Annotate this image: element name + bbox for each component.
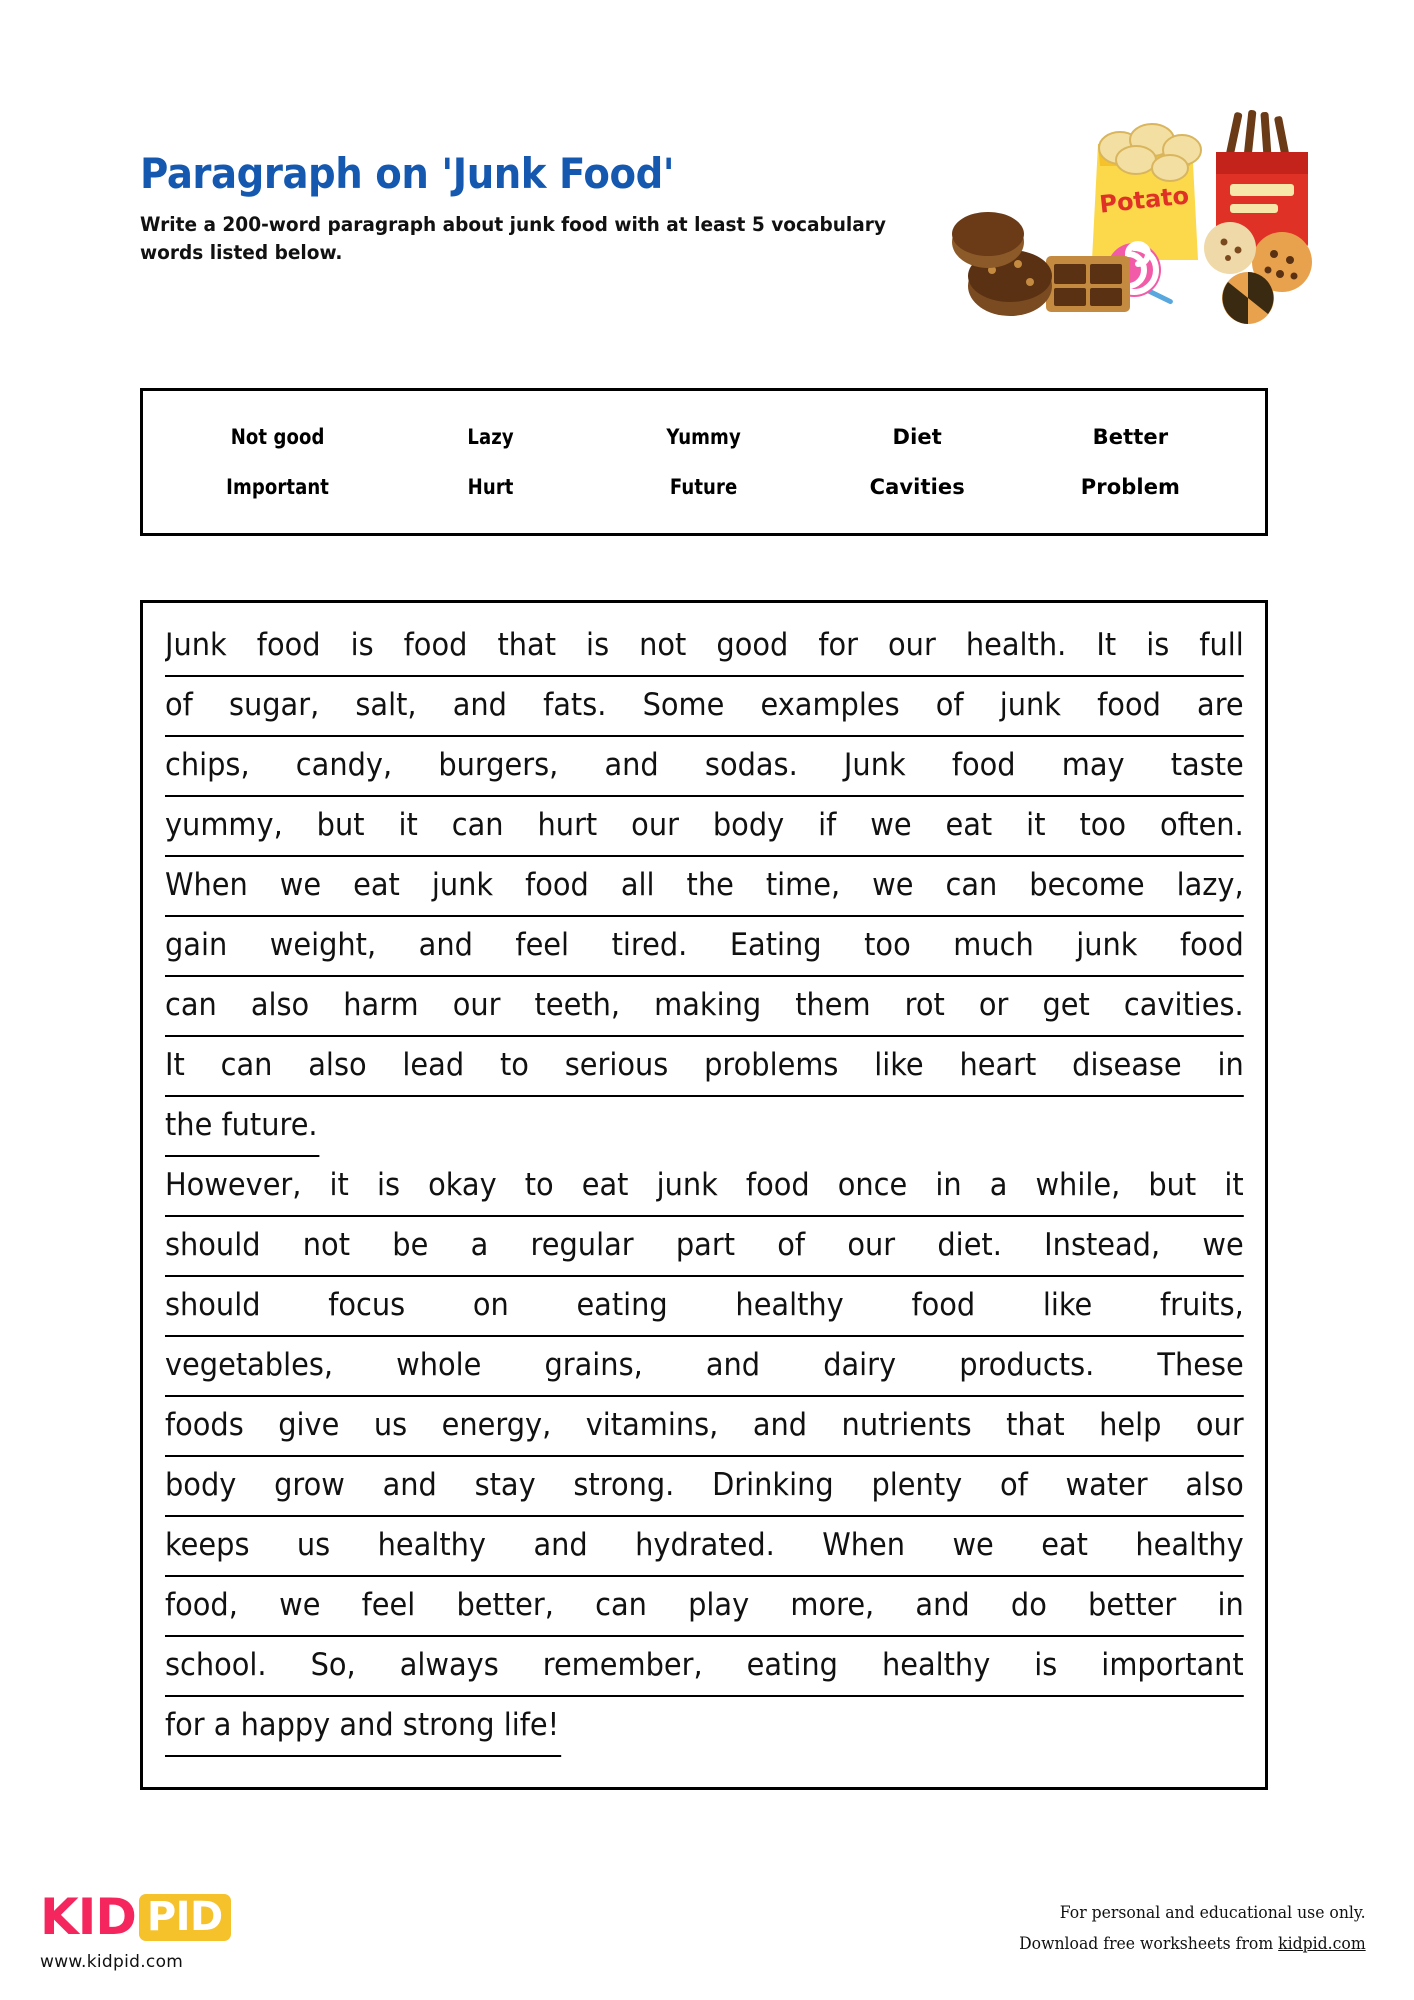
answer-paragraph bbox=[165, 617, 1244, 1757]
answer-word: it bbox=[398, 807, 418, 843]
answer-word: So, bbox=[310, 1647, 356, 1683]
vocab-word-important: Important bbox=[226, 475, 330, 499]
answer-word: if bbox=[818, 807, 837, 843]
vocab-word-future: Future bbox=[670, 475, 738, 499]
answer-word: better bbox=[1088, 1587, 1177, 1623]
answer-word: always bbox=[399, 1647, 499, 1683]
answer-word: we bbox=[1202, 1227, 1244, 1263]
answer-word: our bbox=[888, 627, 936, 663]
answer-line bbox=[165, 977, 1244, 1037]
answer-word: heart bbox=[959, 1047, 1037, 1083]
answer-line-wrap bbox=[165, 1097, 1244, 1157]
answer-word: lead bbox=[402, 1047, 465, 1083]
answer-word: can bbox=[451, 807, 504, 843]
answer-word: do bbox=[1010, 1587, 1047, 1623]
potato-chips-bag-icon bbox=[1092, 124, 1201, 260]
answer-word: health. bbox=[965, 627, 1067, 663]
answer-word: and bbox=[533, 1527, 588, 1563]
answer-word: healthy bbox=[881, 1647, 991, 1683]
answer-word: food, bbox=[165, 1587, 238, 1623]
kidpid-link[interactable]: kidpid.com bbox=[1278, 1934, 1366, 1955]
answer-word: and bbox=[705, 1347, 761, 1383]
answer-word: too bbox=[864, 927, 911, 963]
answer-word: body bbox=[165, 1467, 237, 1503]
footer bbox=[0, 1880, 1414, 2000]
answer-word: we bbox=[952, 1527, 994, 1563]
answer-word: gain bbox=[165, 927, 228, 963]
answer-line-wrap bbox=[165, 1697, 1244, 1757]
answer-word: us bbox=[373, 1407, 408, 1443]
answer-word: tired. bbox=[611, 927, 688, 963]
answer-word: can bbox=[945, 867, 998, 903]
answer-word: food bbox=[911, 1287, 976, 1323]
answer-word: disease bbox=[1072, 1047, 1182, 1083]
answer-word: serious bbox=[564, 1047, 669, 1083]
answer-word: more, bbox=[790, 1587, 875, 1623]
answer-word: eating bbox=[576, 1287, 668, 1323]
answer-word: not bbox=[639, 627, 687, 663]
answer-word: chips, bbox=[165, 747, 250, 783]
answer-word: a bbox=[470, 1227, 489, 1263]
answer-word: eat bbox=[353, 867, 400, 903]
answer-word: candy, bbox=[295, 747, 393, 783]
vocab-word-better: Better bbox=[1092, 425, 1169, 449]
logo-mark bbox=[40, 1890, 231, 1944]
answer-word: eat bbox=[1041, 1527, 1088, 1563]
answer-word: rot bbox=[904, 987, 945, 1023]
answer-word: taste bbox=[1170, 747, 1244, 783]
answer-word: we bbox=[279, 1587, 321, 1623]
answer-word: Junk bbox=[165, 627, 227, 663]
answer-word: whole bbox=[396, 1347, 482, 1383]
answer-word: hurt bbox=[537, 807, 598, 843]
answer-word: it bbox=[329, 1167, 349, 1203]
answer-word: it bbox=[1224, 1167, 1244, 1203]
answer-word: become bbox=[1029, 867, 1145, 903]
answer-word: may bbox=[1061, 747, 1125, 783]
answer-word: hydrated. bbox=[635, 1527, 775, 1563]
answer-word: also bbox=[1185, 1467, 1244, 1503]
answer-word: food bbox=[525, 867, 589, 903]
answer-word: of bbox=[777, 1227, 806, 1263]
answer-word: strong. bbox=[573, 1467, 675, 1503]
answer-word: of bbox=[935, 687, 964, 723]
answer-line bbox=[165, 617, 1244, 677]
answer-word: all bbox=[620, 867, 655, 903]
answer-word: should bbox=[165, 1227, 261, 1263]
answer-line bbox=[165, 1517, 1244, 1577]
answer-word: and bbox=[418, 927, 473, 963]
answer-word: and bbox=[382, 1467, 437, 1503]
answer-line bbox=[165, 1217, 1244, 1277]
answer-word: often. bbox=[1159, 807, 1244, 843]
answer-word: healthy bbox=[1135, 1527, 1244, 1563]
answer-word: are bbox=[1197, 687, 1244, 723]
answer-word: the bbox=[686, 867, 734, 903]
footer-notes bbox=[1019, 1898, 1366, 1961]
answer-word: our bbox=[847, 1227, 896, 1263]
answer-word: focus bbox=[328, 1287, 406, 1323]
answer-word: too bbox=[1079, 807, 1127, 843]
answer-word: food bbox=[1097, 687, 1161, 723]
answer-word: on bbox=[472, 1287, 509, 1323]
answer-word: dairy bbox=[823, 1347, 897, 1383]
answer-word: in bbox=[1217, 1587, 1244, 1623]
answer-line: for a happy and strong life! bbox=[165, 1697, 561, 1757]
answer-word: remember, bbox=[542, 1647, 703, 1683]
answer-word: nutrients bbox=[841, 1407, 972, 1443]
answer-word: Eating bbox=[729, 927, 822, 963]
svg-text:Potato: Potato bbox=[1098, 181, 1191, 219]
answer-word: making bbox=[654, 987, 762, 1023]
answer-word: When bbox=[165, 867, 248, 903]
answer-word: and bbox=[452, 687, 507, 723]
answer-word: important bbox=[1101, 1647, 1244, 1683]
answer-word: energy, bbox=[441, 1407, 552, 1443]
answer-word: school. bbox=[165, 1647, 267, 1683]
answer-word: in bbox=[935, 1167, 962, 1203]
answer-word: Drinking bbox=[712, 1467, 834, 1503]
answer-word: our bbox=[631, 807, 679, 843]
answer-word: teeth, bbox=[534, 987, 621, 1023]
answer-line bbox=[165, 1337, 1244, 1397]
answer-word: healthy bbox=[735, 1287, 844, 1323]
answer-word: grains, bbox=[544, 1347, 643, 1383]
answer-word: them bbox=[795, 987, 871, 1023]
answer-word: should bbox=[165, 1287, 261, 1323]
footer-note-line-1: For personal and educational use only. bbox=[1060, 1903, 1366, 1923]
answer-word: it bbox=[1026, 807, 1046, 843]
answer-word: our bbox=[1195, 1407, 1244, 1443]
vocab-word-yummy: Yummy bbox=[666, 425, 742, 449]
footer-note-line-2 bbox=[1019, 1929, 1366, 1960]
answer-word: and bbox=[915, 1587, 970, 1623]
answer-word: products. bbox=[959, 1347, 1095, 1383]
answer-word: weight, bbox=[269, 927, 377, 963]
answer-word: food bbox=[403, 627, 468, 663]
answer-word: and bbox=[604, 747, 659, 783]
vocabulary-row-1 bbox=[143, 425, 1265, 449]
junk-food-illustration bbox=[930, 110, 1350, 325]
answer-word: to bbox=[499, 1047, 529, 1083]
answer-word: give bbox=[278, 1407, 340, 1443]
answer-line bbox=[165, 1037, 1244, 1097]
answer-word: yummy, bbox=[165, 807, 283, 843]
answer-word: get bbox=[1042, 987, 1090, 1023]
vocab-word-problem: Problem bbox=[1080, 475, 1181, 499]
answer-word: while, bbox=[1035, 1167, 1121, 1203]
answer-word: eat bbox=[945, 807, 993, 843]
logo-kid-text: KID bbox=[40, 1888, 136, 1946]
answer-word: we bbox=[872, 867, 914, 903]
answer-word: our bbox=[452, 987, 501, 1023]
answer-word: problems bbox=[704, 1047, 839, 1083]
answer-word: or bbox=[978, 987, 1009, 1023]
answer-word: eat bbox=[581, 1167, 629, 1203]
vocab-word-diet: Diet bbox=[892, 425, 942, 449]
footer-note-prefix: Download free worksheets from bbox=[1019, 1934, 1279, 1955]
answer-line bbox=[165, 1577, 1244, 1637]
answer-word: not bbox=[302, 1227, 351, 1263]
answer-word: burgers, bbox=[438, 747, 559, 783]
answer-line bbox=[165, 797, 1244, 857]
answer-word: also bbox=[250, 987, 310, 1023]
answer-word: examples bbox=[760, 687, 900, 723]
answer-word: However, bbox=[165, 1167, 302, 1203]
vocab-word-lazy: Lazy bbox=[467, 425, 514, 449]
answer-word: food bbox=[745, 1167, 810, 1203]
cupcake-icon bbox=[952, 212, 1024, 268]
vocab-word-not-good: Not good bbox=[230, 425, 325, 449]
answer-word: It bbox=[1096, 627, 1117, 663]
answer-word: sugar, bbox=[228, 687, 320, 723]
answer-word: feel bbox=[515, 927, 570, 963]
vocabulary-box bbox=[140, 388, 1268, 536]
answer-word: It bbox=[165, 1047, 185, 1083]
answer-word: Junk bbox=[843, 747, 906, 783]
answer-line bbox=[165, 1157, 1244, 1217]
answer-word: we bbox=[870, 807, 912, 843]
answer-word: for bbox=[818, 627, 858, 663]
answer-word: junk bbox=[656, 1167, 718, 1203]
answer-word: time, bbox=[765, 867, 841, 903]
logo-pid-text: PID bbox=[146, 1893, 223, 1940]
answer-word: better, bbox=[456, 1587, 554, 1623]
answer-word: grow bbox=[274, 1467, 345, 1503]
answer-word: can bbox=[595, 1587, 647, 1623]
answer-word: is bbox=[1146, 627, 1170, 663]
answer-word: good bbox=[716, 627, 789, 663]
answer-word: much bbox=[953, 927, 1034, 963]
answer-word: food bbox=[256, 627, 321, 663]
answer-line: the future. bbox=[165, 1097, 319, 1157]
answer-word: in bbox=[1217, 1047, 1244, 1083]
answer-word: of bbox=[999, 1467, 1028, 1503]
answer-word: we bbox=[279, 867, 322, 903]
page-title: Paragraph on 'Junk Food' bbox=[140, 149, 675, 198]
answer-word: eating bbox=[746, 1647, 838, 1683]
answer-word: part bbox=[675, 1227, 736, 1263]
dark-cookie-icon bbox=[1222, 272, 1274, 324]
answer-word: water bbox=[1065, 1467, 1148, 1503]
answer-word: is bbox=[376, 1167, 400, 1203]
chocolate-bar-icon bbox=[1046, 256, 1130, 312]
answer-word: fats. bbox=[543, 687, 607, 723]
vocab-word-hurt: Hurt bbox=[467, 475, 514, 499]
answer-word: be bbox=[392, 1227, 429, 1263]
answer-word: also bbox=[308, 1047, 367, 1083]
answer-word: of bbox=[165, 687, 193, 723]
answer-word: These bbox=[1157, 1347, 1244, 1383]
answer-word: Instead, bbox=[1044, 1227, 1161, 1263]
vocabulary-row-2 bbox=[143, 475, 1265, 499]
answer-line bbox=[165, 1397, 1244, 1457]
answer-word: us bbox=[296, 1527, 331, 1563]
answer-word: like bbox=[874, 1047, 924, 1083]
answer-word: Some bbox=[642, 687, 725, 723]
answer-word: regular bbox=[530, 1227, 634, 1263]
answer-word: feel bbox=[361, 1587, 416, 1623]
answer-word: is bbox=[586, 627, 610, 663]
answer-word: vegetables, bbox=[165, 1347, 334, 1383]
answer-line bbox=[165, 677, 1244, 737]
answer-word: salt, bbox=[355, 687, 417, 723]
answer-line bbox=[165, 857, 1244, 917]
answer-word: fruits, bbox=[1159, 1287, 1244, 1323]
answer-box[interactable] bbox=[140, 600, 1268, 1790]
answer-word: junk bbox=[431, 867, 494, 903]
answer-word: harm bbox=[343, 987, 419, 1023]
answer-word: food bbox=[1180, 927, 1244, 963]
answer-word: to bbox=[524, 1167, 554, 1203]
answer-word: diet. bbox=[937, 1227, 1002, 1263]
answer-word: and bbox=[752, 1407, 808, 1443]
answer-word: sodas. bbox=[704, 747, 798, 783]
answer-word: once bbox=[837, 1167, 908, 1203]
kidpid-logo bbox=[40, 1890, 231, 1972]
answer-line bbox=[165, 1277, 1244, 1337]
answer-word: can bbox=[165, 987, 217, 1023]
answer-word: plenty bbox=[871, 1467, 963, 1503]
answer-word: like bbox=[1042, 1287, 1093, 1323]
answer-word: is bbox=[350, 627, 374, 663]
answer-word: help bbox=[1099, 1407, 1162, 1443]
header bbox=[140, 150, 1000, 268]
answer-word: stay bbox=[474, 1467, 536, 1503]
answer-word: full bbox=[1199, 627, 1244, 663]
logo-url-text: www.kidpid.com bbox=[40, 1952, 184, 1972]
answer-word: that bbox=[497, 627, 557, 663]
answer-line bbox=[165, 1637, 1244, 1697]
answer-word: junk bbox=[1076, 927, 1138, 963]
answer-word: lazy, bbox=[1176, 867, 1244, 903]
answer-word: but bbox=[1148, 1167, 1197, 1203]
answer-word: cavities. bbox=[1123, 987, 1244, 1023]
answer-word: body bbox=[712, 807, 785, 843]
answer-line bbox=[165, 917, 1244, 977]
answer-word: foods bbox=[165, 1407, 244, 1443]
answer-word: vitamins, bbox=[585, 1407, 719, 1443]
answer-word: is bbox=[1034, 1647, 1058, 1683]
logo-pid-badge bbox=[139, 1894, 231, 1941]
answer-word: but bbox=[316, 807, 365, 843]
answer-word: When bbox=[822, 1527, 906, 1563]
answer-word: junk bbox=[999, 687, 1061, 723]
answer-word: healthy bbox=[377, 1527, 486, 1563]
answer-word: keeps bbox=[165, 1527, 250, 1563]
answer-line bbox=[165, 737, 1244, 797]
page-subtitle: Write a 200-word paragraph about junk food with at least 5 vocabulary words listed below. bbox=[140, 213, 887, 265]
answer-word: that bbox=[1006, 1407, 1065, 1443]
answer-word: a bbox=[989, 1167, 1008, 1203]
answer-word: food bbox=[951, 747, 1016, 783]
answer-word: okay bbox=[428, 1167, 497, 1203]
answer-word: can bbox=[220, 1047, 273, 1083]
vocab-word-cavities: Cavities bbox=[869, 475, 965, 499]
answer-line bbox=[165, 1457, 1244, 1517]
answer-word: play bbox=[688, 1587, 750, 1623]
